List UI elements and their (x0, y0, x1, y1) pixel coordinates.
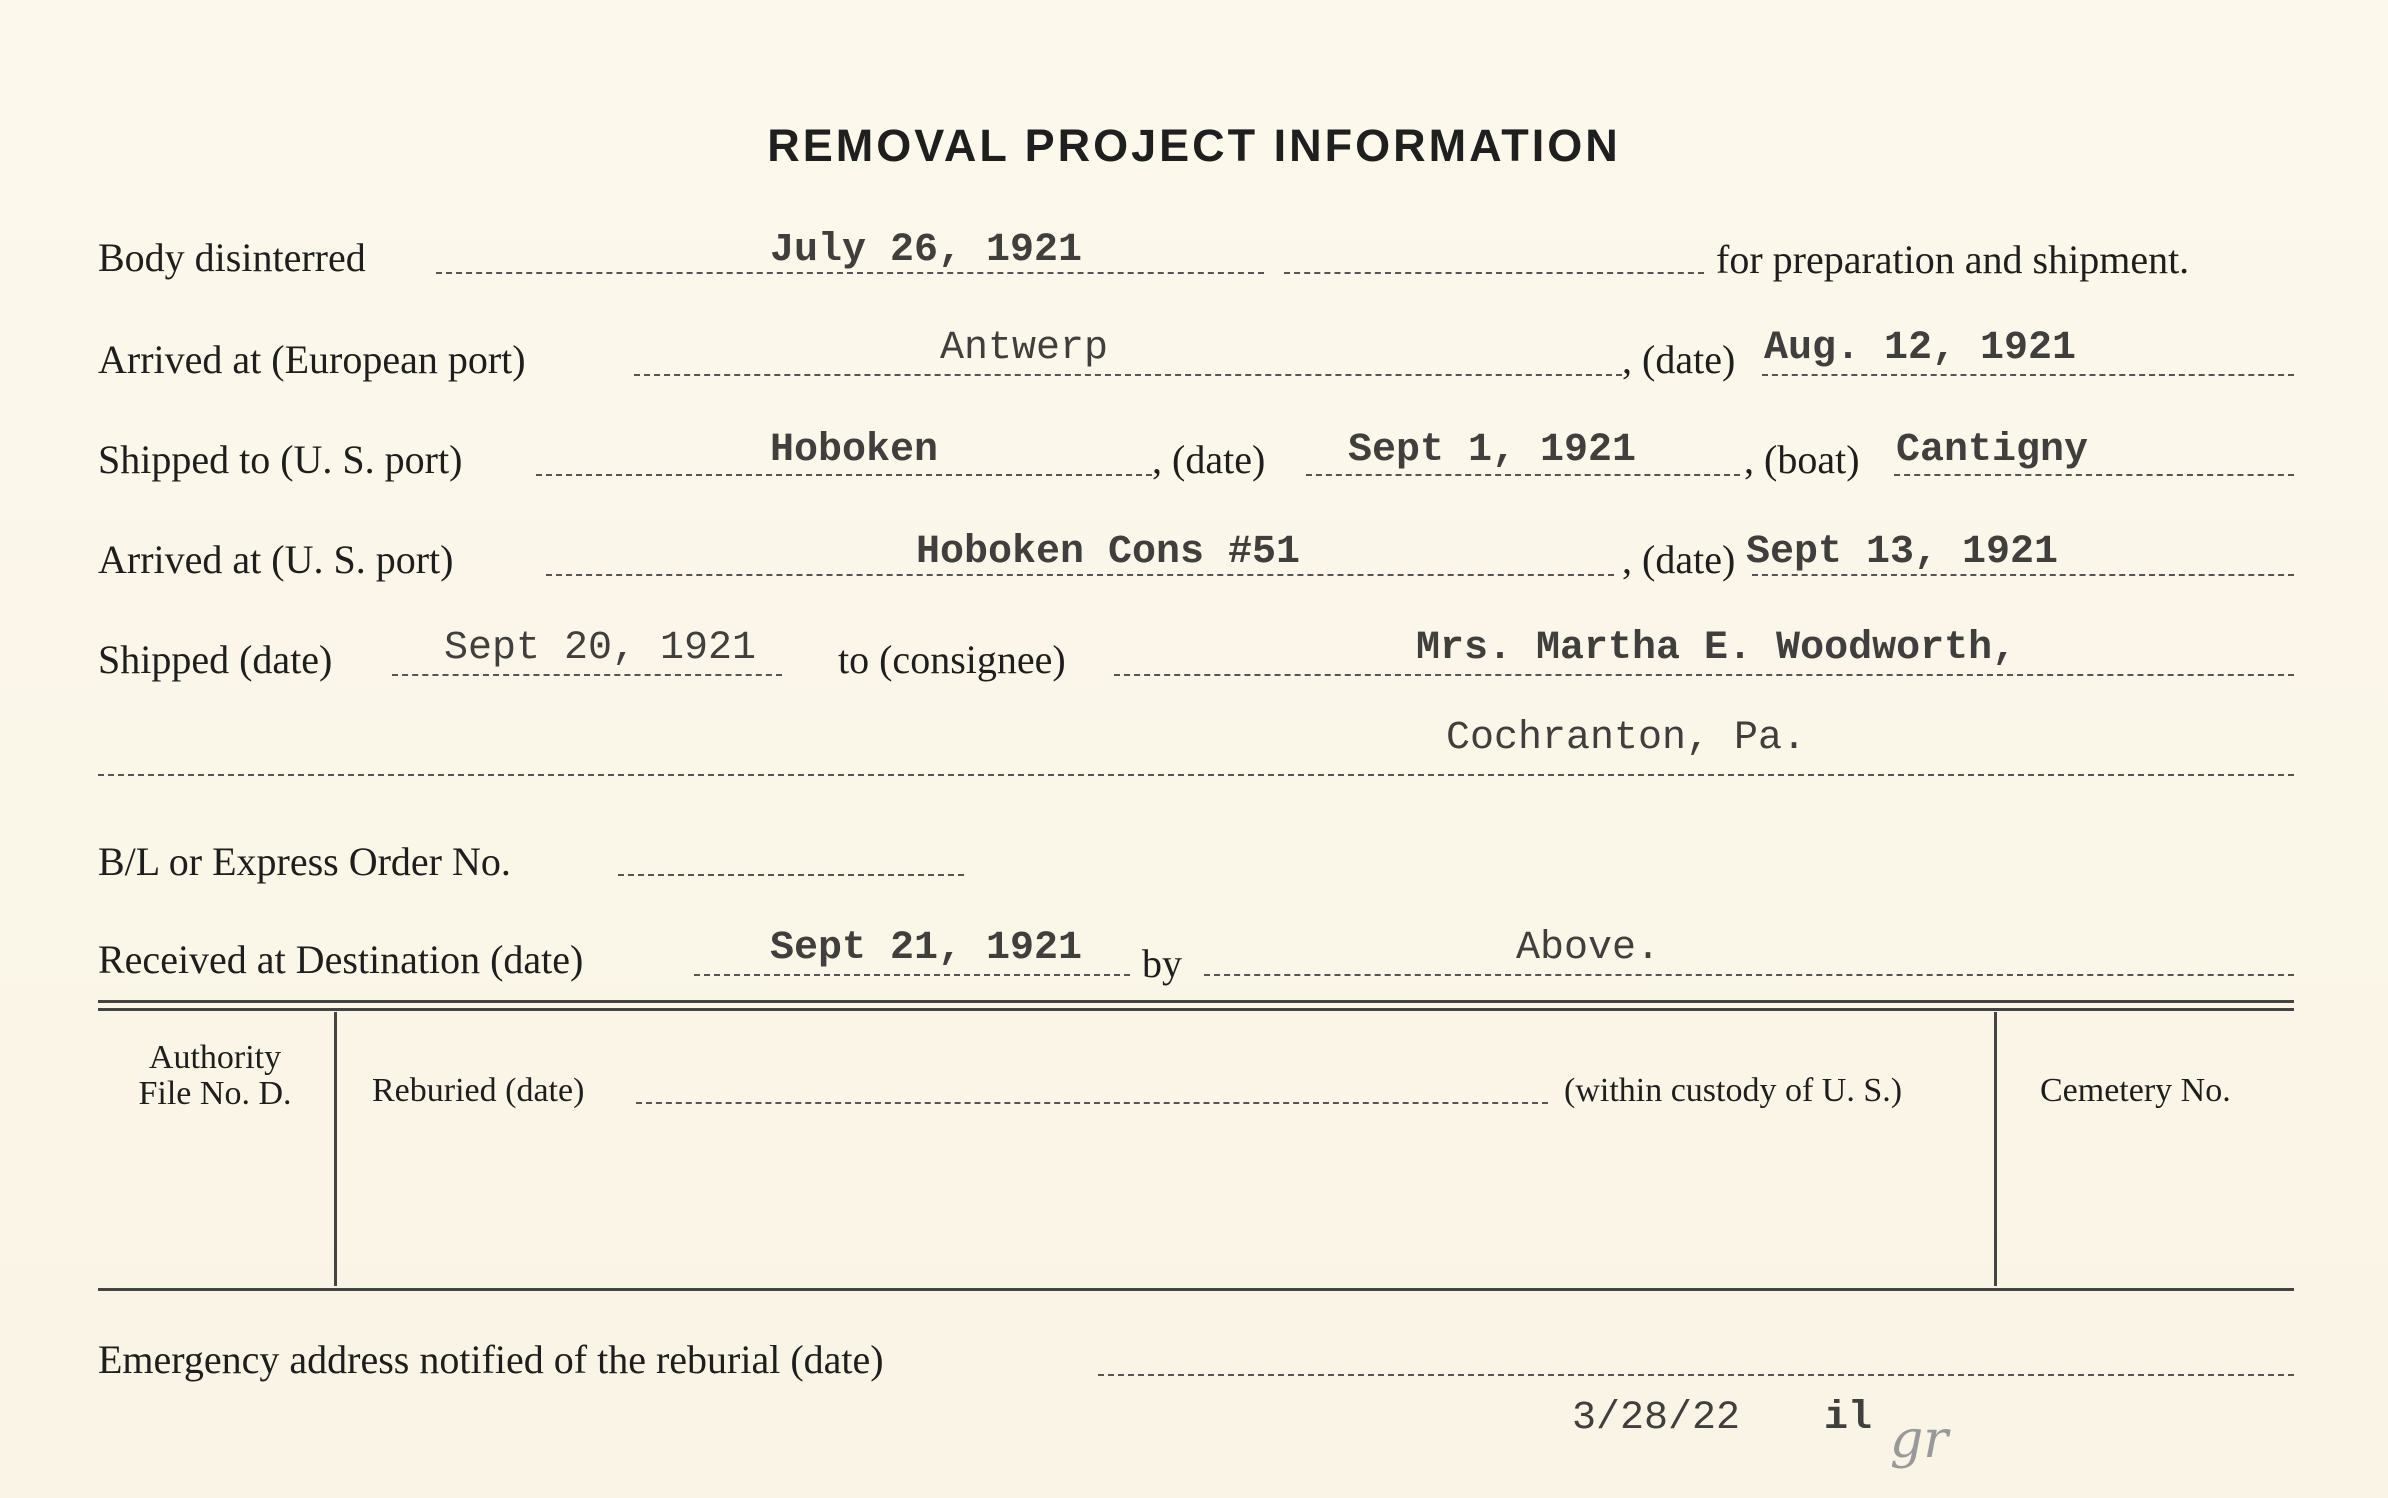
emergency-line (1098, 1374, 2294, 1376)
shipped-date-label: Shipped (date) (98, 637, 333, 682)
box-bottom-rule (98, 1288, 2294, 1291)
disinterred-suffix: for preparation and shipment. (1716, 237, 2190, 282)
page-title: REMOVAL PROJECT INFORMATION (767, 120, 1621, 171)
received-date: Sept 21, 1921 (770, 926, 1083, 971)
box-divider-right (1994, 1012, 1997, 1286)
stamp-date: 3/28/22 (1572, 1396, 1741, 1441)
received-by-label: by (1142, 941, 1182, 986)
box-top-rule-1 (98, 1000, 2294, 1003)
consignee-label: to (consignee) (838, 637, 1066, 682)
received-label: Received at Destination (date) (98, 937, 584, 982)
reburied-line (636, 1102, 1548, 1104)
bl-line (618, 874, 964, 876)
emergency-label: Emergency address notified of the reburial (date) (98, 1337, 884, 1382)
shipped-us-label: Shipped to (U. S. port) (98, 437, 463, 482)
shipped-date: Sept 20, 1921 (444, 626, 757, 671)
received-by-line (1204, 974, 2294, 976)
disinterred-value: July 26, 1921 (770, 228, 1083, 273)
disinterred-line-2 (1284, 272, 1704, 274)
consignee-line-2 (98, 774, 2294, 776)
shipped-us-date-label: , (date) (1152, 437, 1266, 482)
shipped-us-boat-line (1894, 474, 2294, 476)
disinterred-label: Body disinterred (98, 235, 366, 280)
box-divider-left (334, 1012, 337, 1286)
arrived-european-label: Arrived at (European port) (98, 337, 526, 382)
custody-label: (within custody of U. S.) (1564, 1072, 1903, 1109)
handwritten-initials: gr (1890, 1410, 1949, 1470)
arrived-european-line (634, 374, 1622, 376)
shipped-us-value: Hoboken (770, 428, 939, 473)
shipped-us-date-line (1306, 474, 1740, 476)
shipped-us-date: Sept 1, 1921 (1348, 428, 1637, 473)
box-top-rule-2 (98, 1008, 2294, 1011)
arrived-european-date: Aug. 12, 1921 (1764, 326, 2077, 371)
shipped-us-boat: Cantigny (1896, 428, 2089, 473)
consignee-address: Cochranton, Pa. (1446, 716, 1807, 761)
shipped-us-boat-label: , (boat) (1744, 437, 1860, 482)
bl-label: B/L or Express Order No. (98, 839, 511, 884)
arrived-us-date-label: , (date) (1622, 537, 1736, 582)
authority-line-1: Authority (148, 1039, 282, 1076)
received-date-line (694, 974, 1130, 976)
cemetery-label: Cemetery No. (2040, 1072, 2231, 1109)
reburied-label: Reburied (date) (372, 1072, 585, 1109)
authority-label (110, 1040, 320, 1112)
arrived-us-value: Hoboken Cons #51 (916, 530, 1301, 575)
shipped-date-line (392, 674, 782, 676)
arrived-european-value: Antwerp (940, 326, 1109, 371)
arrived-european-date-label: , (date) (1622, 337, 1736, 382)
received-by: Above. (1516, 926, 1661, 971)
consignee-line (1114, 674, 2294, 676)
shipped-us-line (536, 474, 1152, 476)
initials: il (1824, 1396, 1873, 1441)
arrived-european-date-line (1762, 374, 2294, 376)
arrived-us-date: Sept 13, 1921 (1746, 530, 2059, 575)
consignee-name: Mrs. Martha E. Woodworth, (1416, 626, 2017, 671)
arrived-us-label: Arrived at (U. S. port) (98, 537, 454, 582)
authority-line-2: File No. D. (138, 1075, 292, 1112)
